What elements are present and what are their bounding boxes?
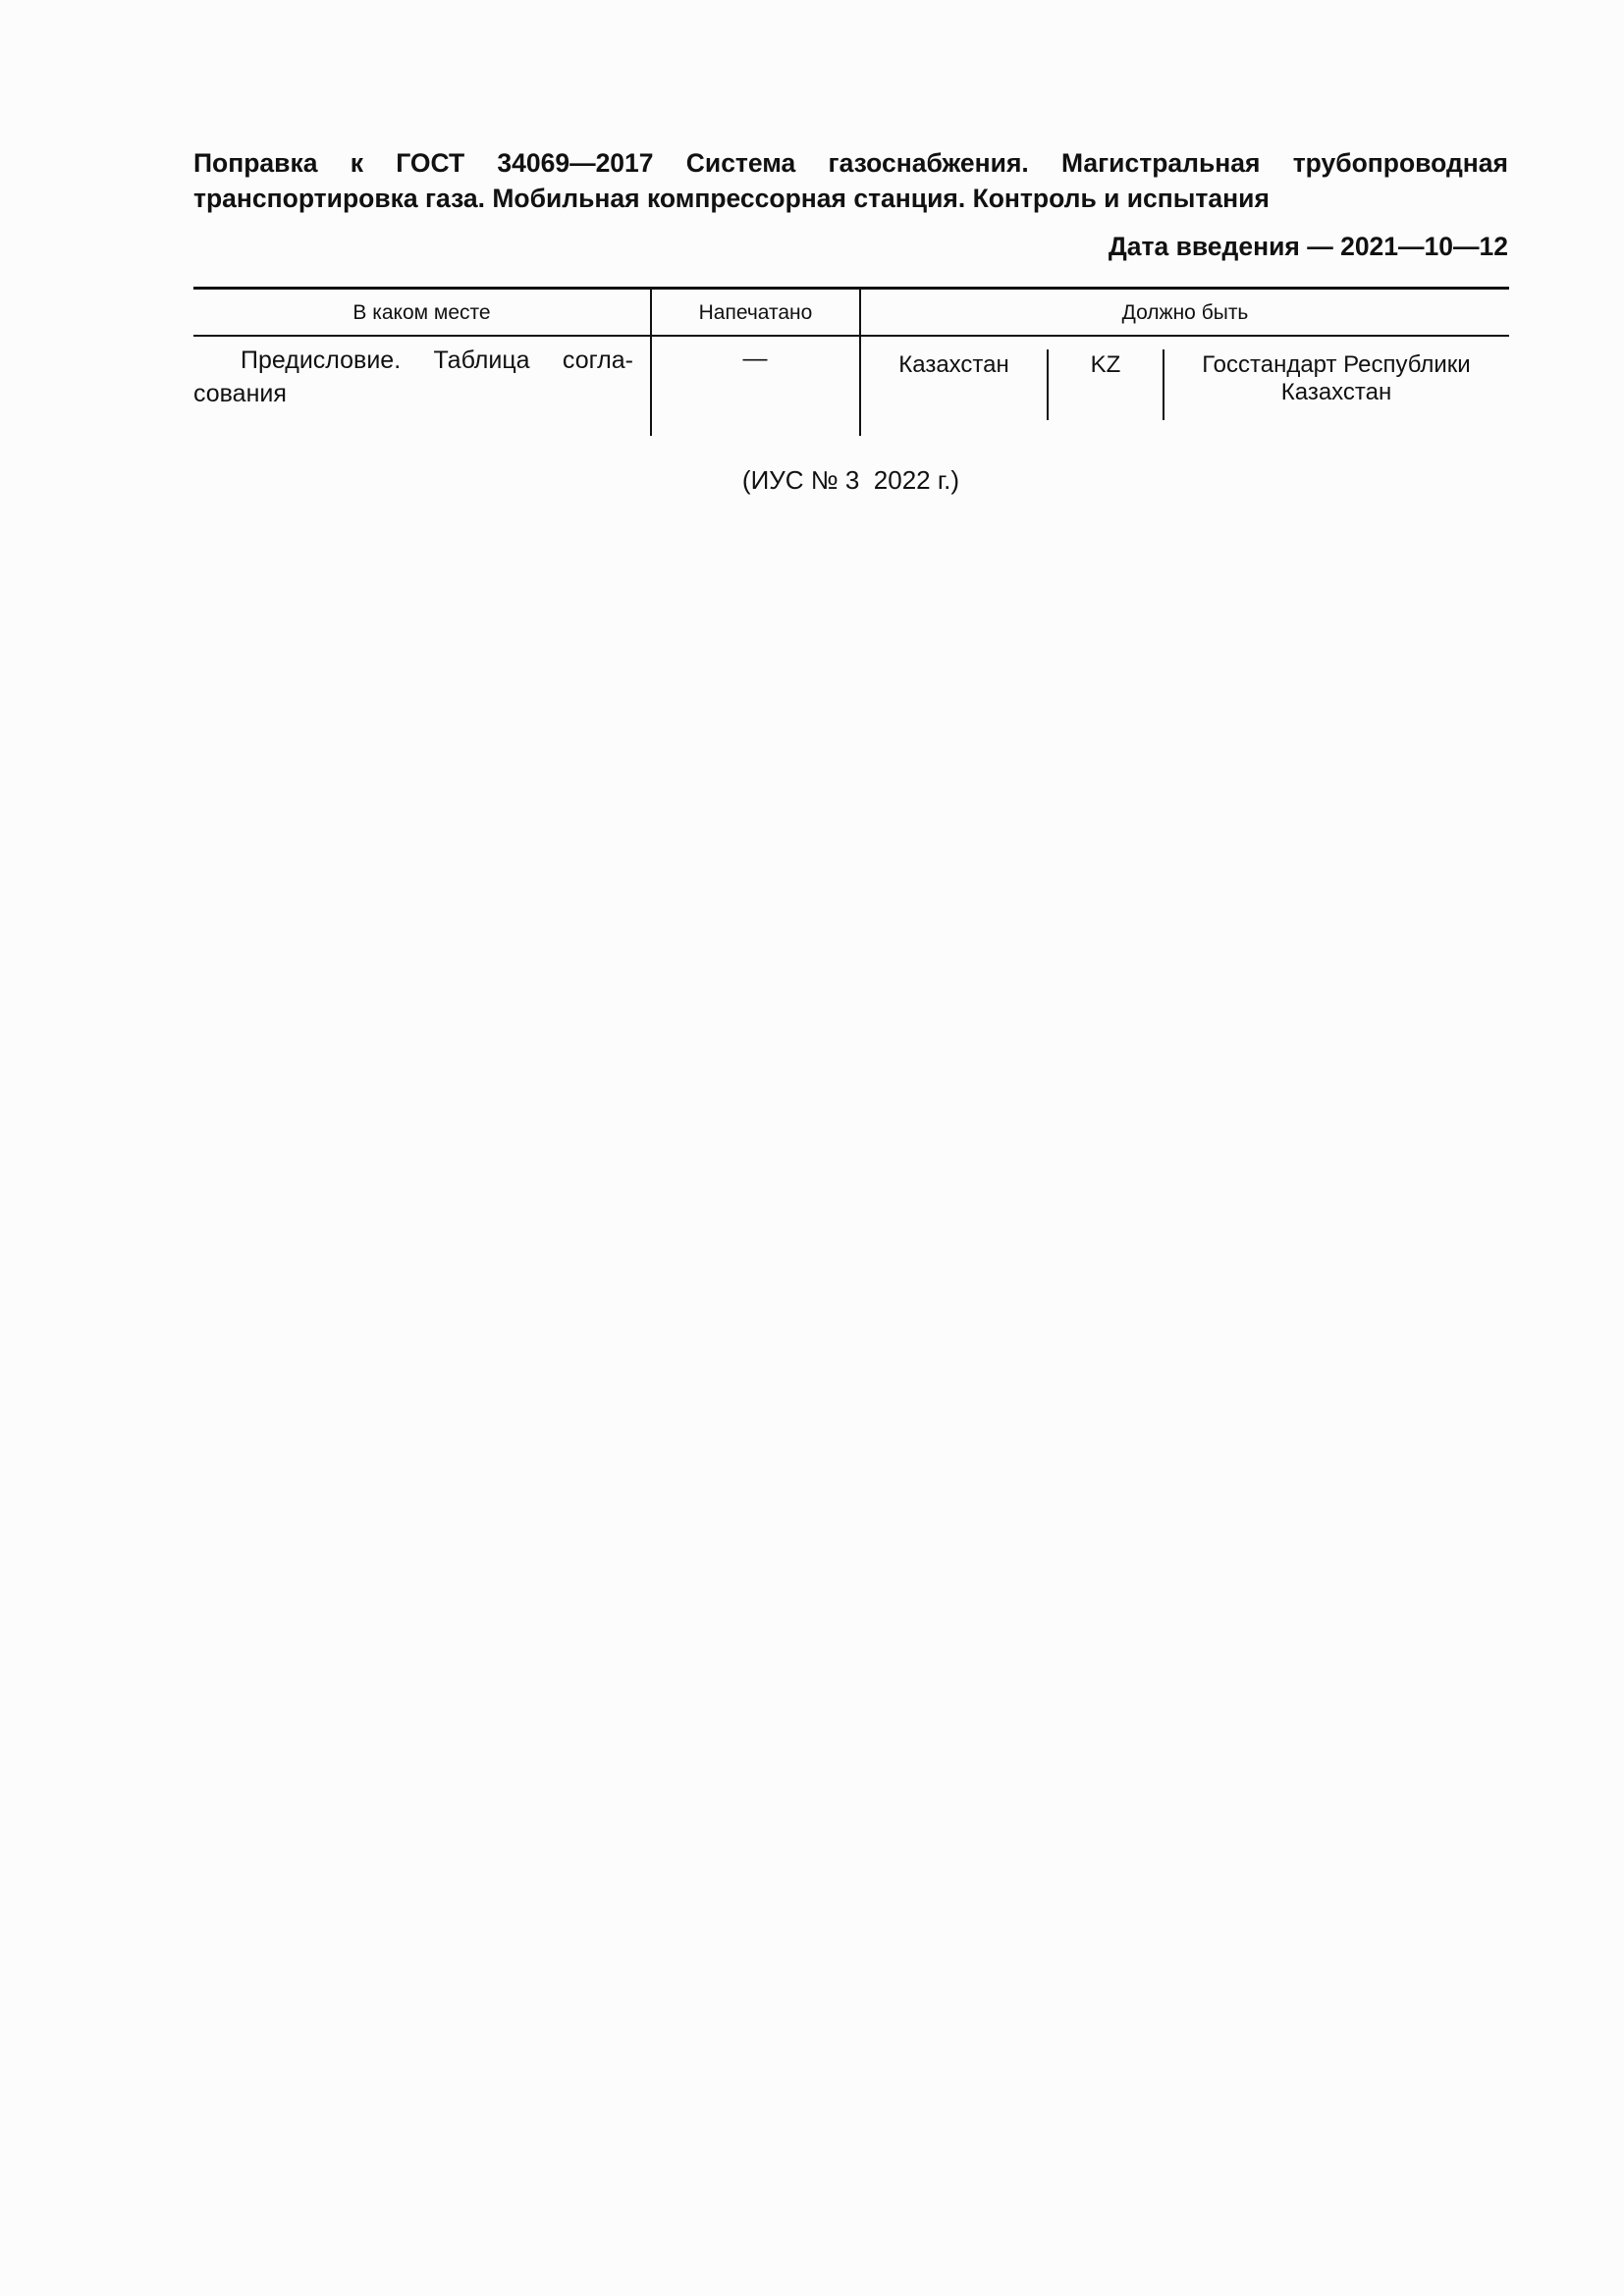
standards-body-line-1: Госстандарт Республики <box>1202 351 1471 378</box>
document-title <box>193 145 1508 216</box>
effective-date: Дата введения — 2021—10—12 <box>1108 232 1508 261</box>
standards-body-line-2: Казахстан <box>1280 379 1392 405</box>
cell-country-code: KZ <box>1090 351 1121 378</box>
cell-standards-body <box>1164 351 1508 406</box>
document-title-line-1: Поправка к ГОСТ 34069—2017 Система газоснабжения. Магистральная трубопроводная <box>193 148 1508 178</box>
cell-place: Предисловие. Таблица согла-сования <box>193 347 633 407</box>
document-title-line-2: транспортировка газа. Мобильная компрессорная станция. Контроль и испытания <box>193 184 1270 213</box>
cell-printed: — <box>742 345 768 372</box>
header-printed: Напечатано <box>698 301 813 324</box>
amendment-table <box>193 287 1509 436</box>
table-top-rule <box>193 287 1509 290</box>
header-should-be: Должно быть <box>1121 301 1249 324</box>
header-place: В каком месте <box>352 301 491 324</box>
cell-country: Казахстан <box>898 351 1009 378</box>
table-header-rule <box>193 335 1509 337</box>
source-reference: (ИУС № 3 2022 г.) <box>741 465 960 495</box>
